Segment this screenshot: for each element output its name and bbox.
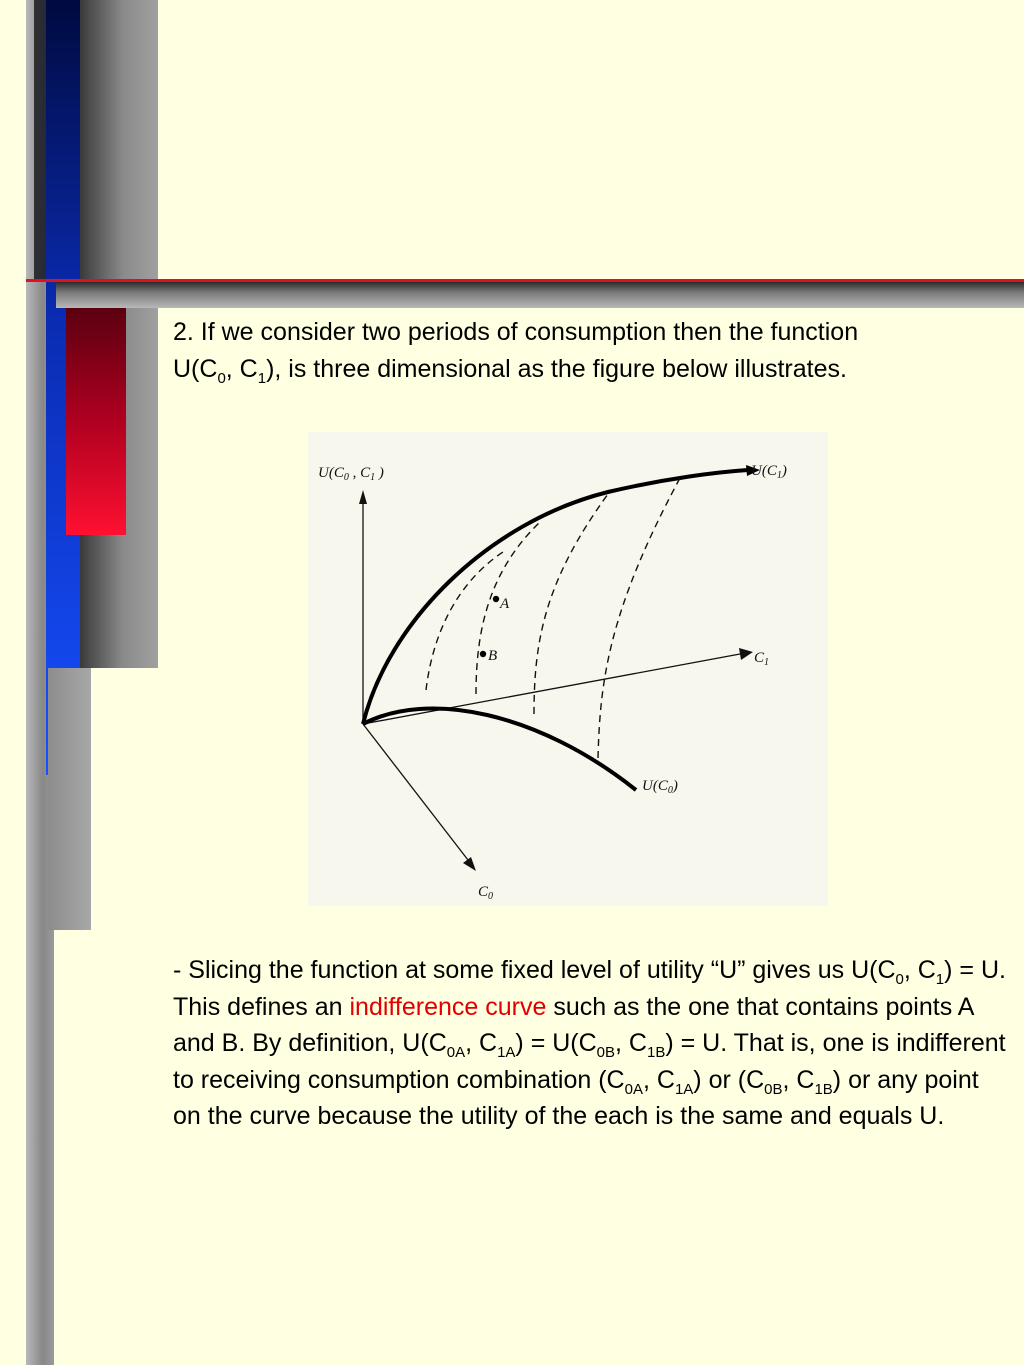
u-axis-arrowhead: [359, 490, 367, 504]
decor-rule-gray: [56, 282, 1024, 308]
label-u-c0: $U(C_0)$: [642, 778, 678, 796]
indifference-curve-1: [426, 552, 503, 690]
c1-axis: [363, 654, 740, 724]
indifference-curve-highlight: indifference curve: [349, 992, 547, 1021]
c0-axis-arrowhead: [463, 857, 476, 871]
label-c1: $C_1$: [754, 650, 770, 668]
point-b-marker: [480, 651, 486, 657]
label-u-c0-c1: $U(C_0$ , $C_1$ ): [318, 465, 384, 483]
c0-axis: [363, 724, 468, 860]
utility-surface-diagram: [308, 432, 828, 906]
point-a-marker: [493, 596, 499, 602]
decor-bar-red: [66, 308, 126, 535]
decor-bar-gray-low: [48, 668, 91, 930]
c1-axis-arrowhead: [739, 648, 753, 660]
indifference-curve-4: [598, 478, 680, 758]
label-u-c1: $U(C_1)$: [751, 463, 787, 481]
label-c0: $C_0$: [478, 884, 494, 902]
intro-line-1: 2. If we consider two periods of consumption then the function: [173, 318, 859, 346]
label-point-b: B: [488, 648, 498, 664]
label-point-a: A: [500, 596, 510, 612]
intro-paragraph: 2. If we consider two periods of consumption then the function $U(C_0$, $C_1$), is three dimensional as the figure below illustrates.: [173, 318, 859, 387]
slicing-paragraph: - Slicing the function at some fixed level of utility “U” gives us $U(C_0$, $C_1) = U$. This defines an indifference curve such as the one that contains points A and B. By definition, $U(C_{0A}$, $C_{1A}) = U(C_{0B}$, $C_{1B}) = U$. That is, one is indifferent to receiving consumption combination ($C_{0A}$, $C_{1A}$) or ($C_{0B}$, $C_{1B}$) or any point on the curve because the utility of the each is the same and equals U.: [173, 956, 1006, 1130]
utility-surface-figure: [308, 432, 828, 906]
u-c1-curve: [363, 470, 748, 724]
